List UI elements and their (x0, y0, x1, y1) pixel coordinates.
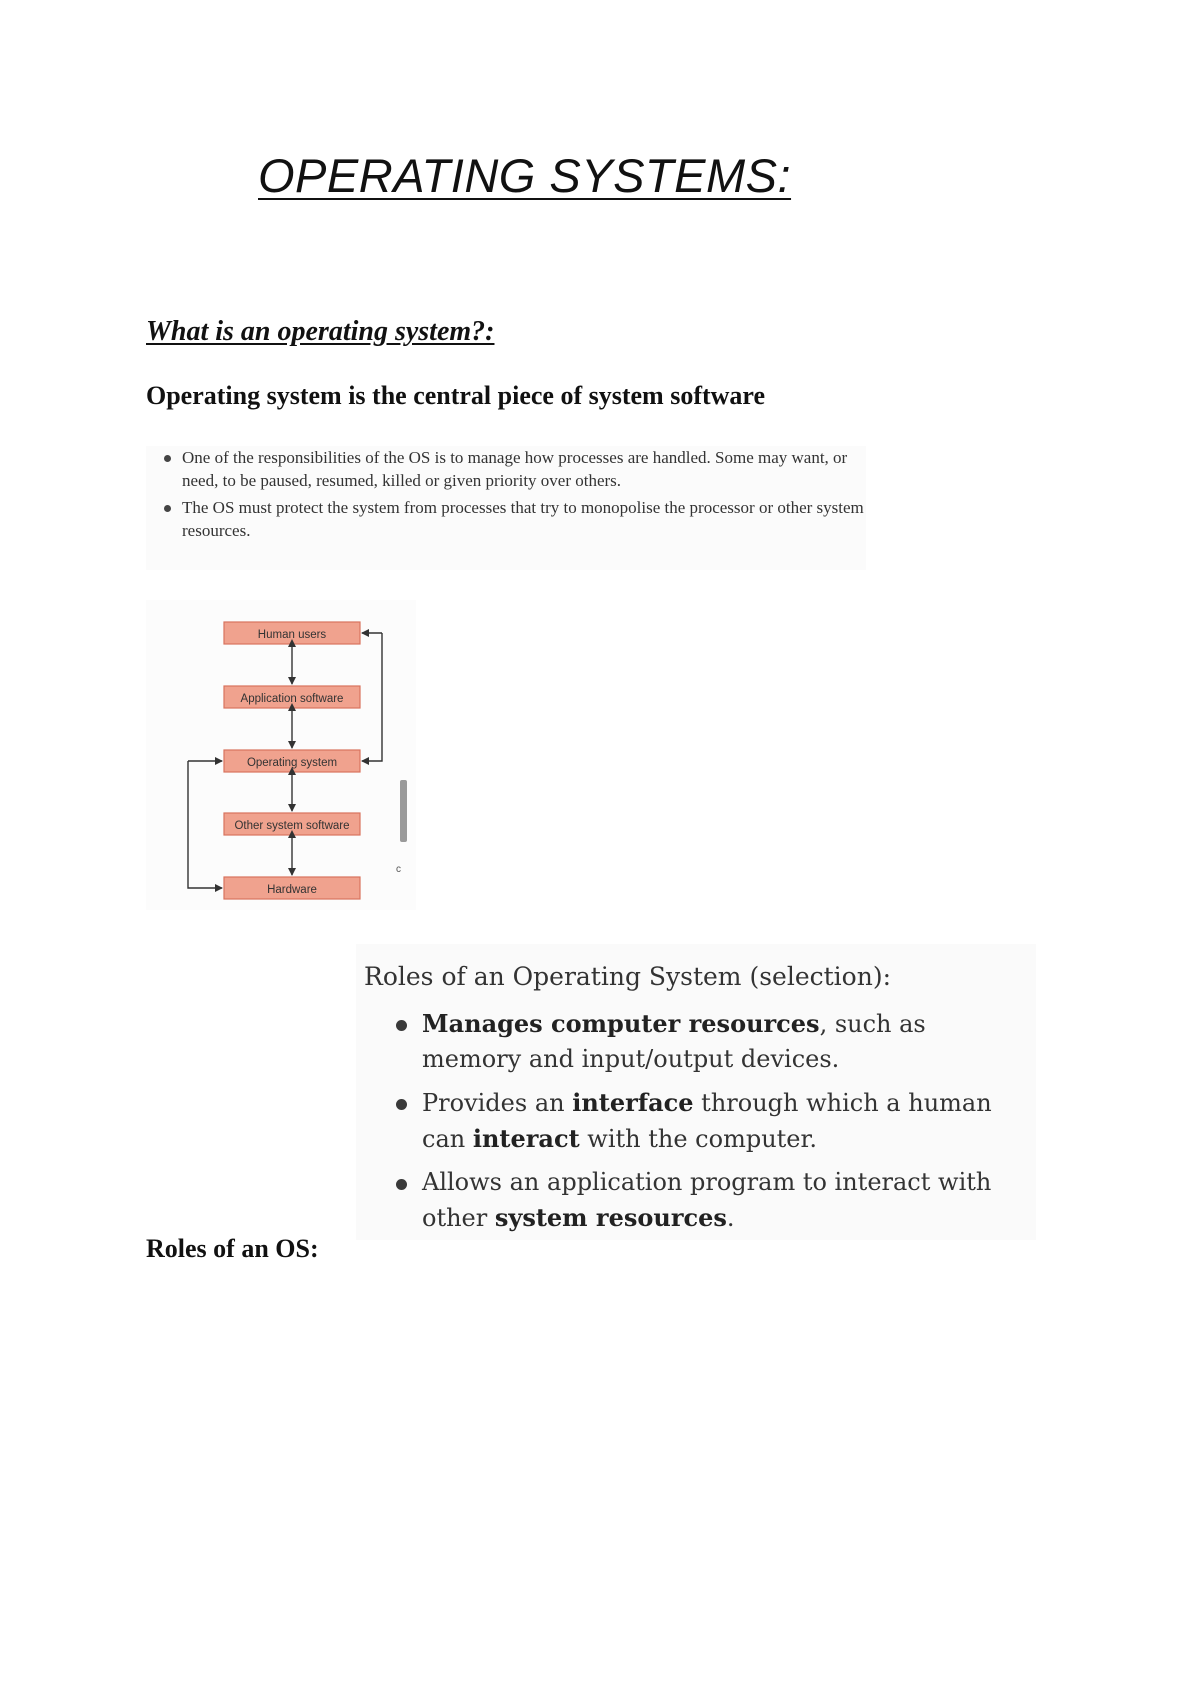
slide-two-bullet (392, 1085, 1022, 1157)
layer-box-other-system-software (224, 813, 360, 835)
slide-one-bullet-list (146, 446, 866, 542)
bullet-bold-text: system resources (494, 1203, 727, 1232)
bullet-bold-text: Manages computer resources (422, 1009, 820, 1038)
slide-one-bullet-text: The OS must protect the system from processes that try to monopolise the processor or other system resources. (182, 498, 864, 540)
os-layer-diagram-svg (146, 600, 416, 910)
layer-label: Other system software (234, 820, 350, 832)
bullet-text: through which a human can (422, 1089, 992, 1153)
layer-label: Hardware (267, 884, 317, 896)
slide-one-bullet (146, 496, 866, 542)
layer-label: Operating system (246, 757, 338, 769)
bullet-bold-text: interface (572, 1088, 694, 1117)
bullet-dot-icon (164, 505, 171, 512)
bullet-dot-icon (164, 455, 171, 462)
bullet-bold-text: interact (472, 1124, 580, 1153)
layer-label: Application software (240, 693, 344, 705)
intro-sentence: Operating system is the central piece of system software (146, 381, 766, 410)
slide-two-bullet-list (392, 1006, 1022, 1244)
layer-box-hardware (224, 877, 360, 899)
bullet-text: Provides an (422, 1089, 573, 1117)
bullet-text: Allows an application program to interact with other (422, 1168, 992, 1232)
slide-excerpt-process-management (146, 446, 866, 570)
roles-heading: Roles of an OS: (146, 1234, 319, 1263)
slide-two-heading: Roles of an Operating System (selection): (364, 962, 892, 991)
os-layer-diagram (146, 600, 416, 910)
question-heading: What is an operating system?: (146, 316, 495, 347)
bracket-arrow-icon (188, 761, 222, 888)
fragment-label: c (396, 864, 401, 875)
document-title: OPERATING SYSTEMS: (258, 149, 792, 202)
layer-box-application-software (224, 686, 360, 708)
bullet-text: with the computer. (579, 1125, 817, 1153)
layer-box-operating-system (224, 750, 360, 772)
bullet-dot-icon (396, 1099, 407, 1110)
slide-excerpt-roles (356, 944, 1036, 1240)
slide-two-bullet (392, 1006, 1022, 1077)
cropped-scrollbar-fragment (400, 780, 407, 842)
bullet-text: . (726, 1204, 735, 1232)
layer-label: Human users (257, 629, 327, 641)
layer-box-human-users (224, 622, 360, 644)
slide-two-bullet (392, 1165, 1022, 1236)
slide-one-bullet (146, 446, 866, 492)
bullet-text: , such as memory and input/output devices. (422, 1010, 926, 1073)
bullet-dot-icon (396, 1020, 407, 1031)
bracket-arrow-icon (362, 633, 382, 761)
slide-one-bullet-text: One of the responsibilities of the OS is to manage how processes are handled. Some may want, or need, to be paused, resumed, killed or given priority over others. (182, 448, 848, 490)
bullet-dot-icon (396, 1179, 407, 1190)
